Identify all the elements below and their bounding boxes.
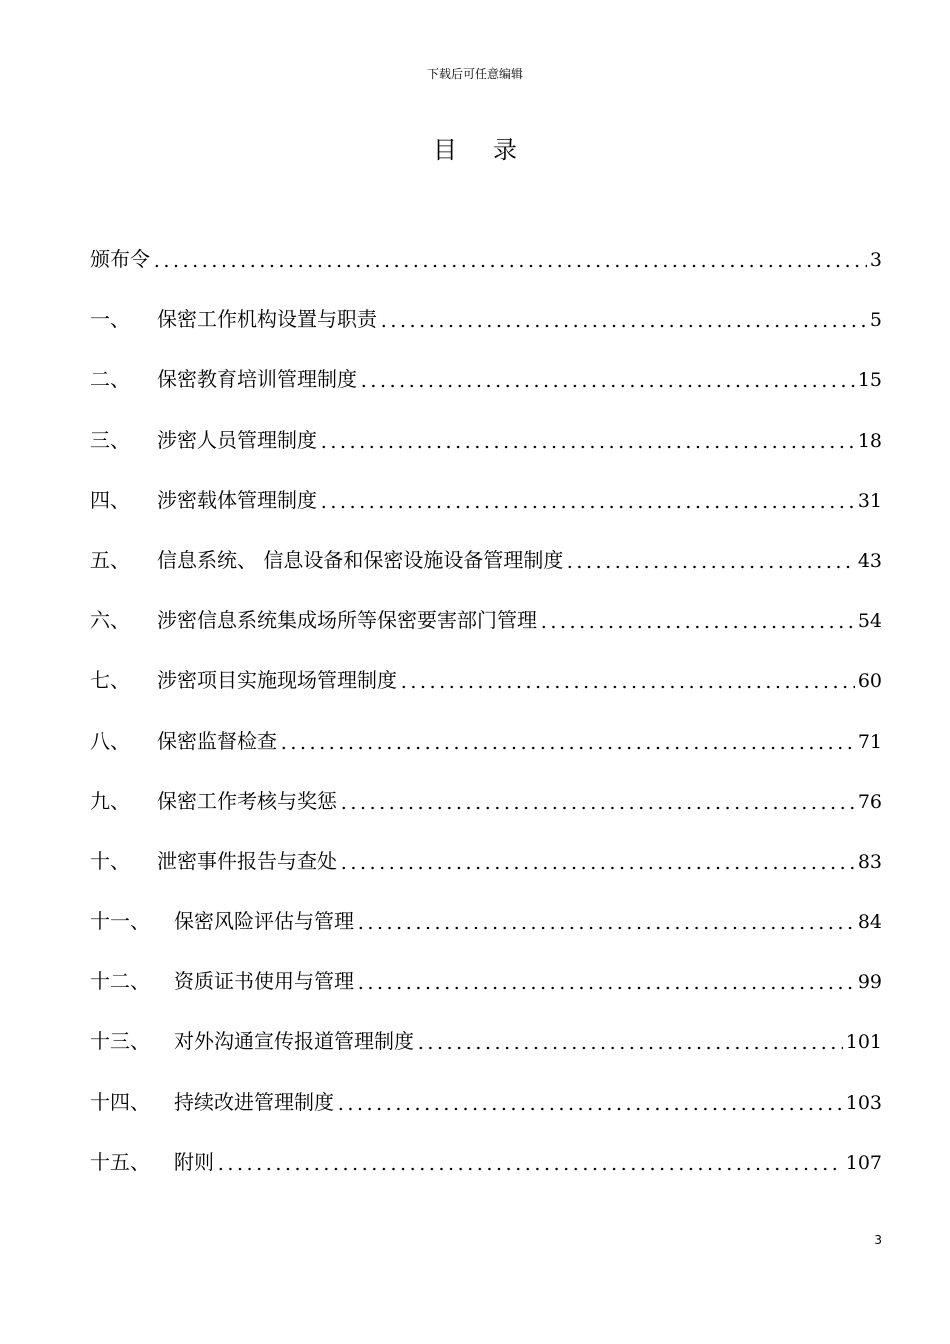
toc-entry-text: 对外沟通宣传报道管理制度 <box>174 1029 414 1054</box>
toc-entry-text: 保密工作考核与奖惩 <box>157 788 337 813</box>
toc-entry-number: 五、 <box>90 547 130 572</box>
toc-leader-dots <box>336 1091 843 1111</box>
toc-entry-text: 保密教育培训管理制度 <box>157 367 357 392</box>
toc-entry-page: 43 <box>857 549 882 572</box>
toc-entry-1[interactable] <box>90 301 882 361</box>
toc-entry-page: 99 <box>857 971 882 994</box>
toc-entry-page: 54 <box>857 610 882 633</box>
toc-entry-page: 103 <box>845 1091 882 1114</box>
toc-entry-page: 83 <box>857 850 882 873</box>
toc-entry-text: 保密监督检查 <box>157 728 277 753</box>
toc-entry-page: 3 <box>869 249 882 271</box>
toc-entry-15[interactable] <box>90 1144 882 1204</box>
toc-entry-text: 涉密人员管理制度 <box>157 427 317 452</box>
toc-entry-14[interactable] <box>90 1084 882 1144</box>
toc-leader-dots <box>152 248 867 268</box>
toc-entry-11[interactable] <box>90 903 882 963</box>
toc-entry-text: 涉密信息系统集成场所等保密要害部门管理 <box>157 608 537 633</box>
toc-entry-number: 十五、 <box>90 1149 150 1174</box>
header-note: 下载后可任意编辑 <box>426 67 523 81</box>
toc-entry-number: 十、 <box>90 848 130 873</box>
toc-entry-page: 15 <box>857 369 882 392</box>
toc-entry-text: 颁布令 <box>90 247 150 271</box>
toc-leader-dots <box>319 429 855 449</box>
toc-entry-number: 六、 <box>90 608 130 633</box>
toc-entry-12[interactable] <box>90 963 882 1023</box>
toc-leader-dots <box>539 609 855 629</box>
toc-entry-number: 七、 <box>90 668 130 693</box>
toc-entry-number: 十四、 <box>90 1089 150 1114</box>
toc-entry-number: 十三、 <box>90 1029 150 1054</box>
toc-leader-dots <box>356 910 855 930</box>
page-number: 3 <box>874 1233 882 1247</box>
toc-entry-page: 84 <box>857 911 882 934</box>
toc-entry-number: 九、 <box>90 788 130 813</box>
toc-entry-text: 资质证书使用与管理 <box>174 969 354 994</box>
toc-entry-page: 101 <box>845 1031 882 1054</box>
toc-entry-text: 涉密项目实施现场管理制度 <box>157 668 397 693</box>
toc-leader-dots <box>339 850 855 870</box>
toc-entry-page: 18 <box>857 429 882 452</box>
toc-entry-text: 信息系统、 信息设备和保密设施设备管理制度 <box>157 547 564 572</box>
toc-leader-dots <box>379 308 867 328</box>
toc-entry-number: 三、 <box>90 427 130 452</box>
toc-entry-page: 76 <box>857 790 882 813</box>
toc-entry-number: 八、 <box>90 728 130 753</box>
toc-entry-13[interactable] <box>90 1023 882 1083</box>
toc-entry-5[interactable] <box>90 542 882 602</box>
toc-leader-dots <box>416 1030 843 1050</box>
toc-entry-page: 107 <box>845 1151 882 1174</box>
toc-entry-text: 保密风险评估与管理 <box>174 909 354 934</box>
toc-entry-6[interactable] <box>90 602 882 662</box>
toc-leader-dots <box>356 970 855 990</box>
toc-entry-text: 泄密事件报告与查处 <box>157 848 337 873</box>
toc-entry-page: 31 <box>857 489 882 512</box>
toc-entry-page: 60 <box>857 670 882 693</box>
toc-entry-number: 十二、 <box>90 969 150 994</box>
toc-leader-dots <box>565 549 854 569</box>
toc-entry-3[interactable] <box>90 422 882 482</box>
toc-entry-4[interactable] <box>90 482 882 542</box>
toc-entry-page: 5 <box>869 309 882 332</box>
toc-entry-number: 十一、 <box>90 909 150 934</box>
toc-entry-0[interactable] <box>90 241 882 301</box>
toc-entry-number: 一、 <box>90 307 130 332</box>
toc-entry-text: 涉密载体管理制度 <box>157 487 317 512</box>
toc-entry-8[interactable] <box>90 723 882 783</box>
toc-title <box>0 134 950 166</box>
toc-entry-text: 附则 <box>174 1149 214 1174</box>
toc-entry-text: 保密工作机构设置与职责 <box>157 307 377 332</box>
toc-entry-10[interactable] <box>90 843 882 903</box>
toc-list <box>90 241 882 1204</box>
toc-entry-2[interactable] <box>90 361 882 421</box>
toc-entry-7[interactable] <box>90 662 882 722</box>
toc-entry-number: 二、 <box>90 367 130 392</box>
toc-entry-page: 71 <box>857 730 882 753</box>
toc-leader-dots <box>359 368 855 388</box>
toc-title-left: 目 <box>433 136 457 164</box>
toc-entry-9[interactable] <box>90 783 882 843</box>
toc-leader-dots <box>339 790 855 810</box>
toc-entry-text: 持续改进管理制度 <box>174 1089 334 1114</box>
toc-title-right: 录 <box>493 136 517 164</box>
toc-leader-dots <box>399 669 855 689</box>
toc-entry-number: 四、 <box>90 487 130 512</box>
toc-leader-dots <box>319 489 855 509</box>
toc-leader-dots <box>279 730 855 750</box>
toc-leader-dots <box>216 1151 843 1171</box>
